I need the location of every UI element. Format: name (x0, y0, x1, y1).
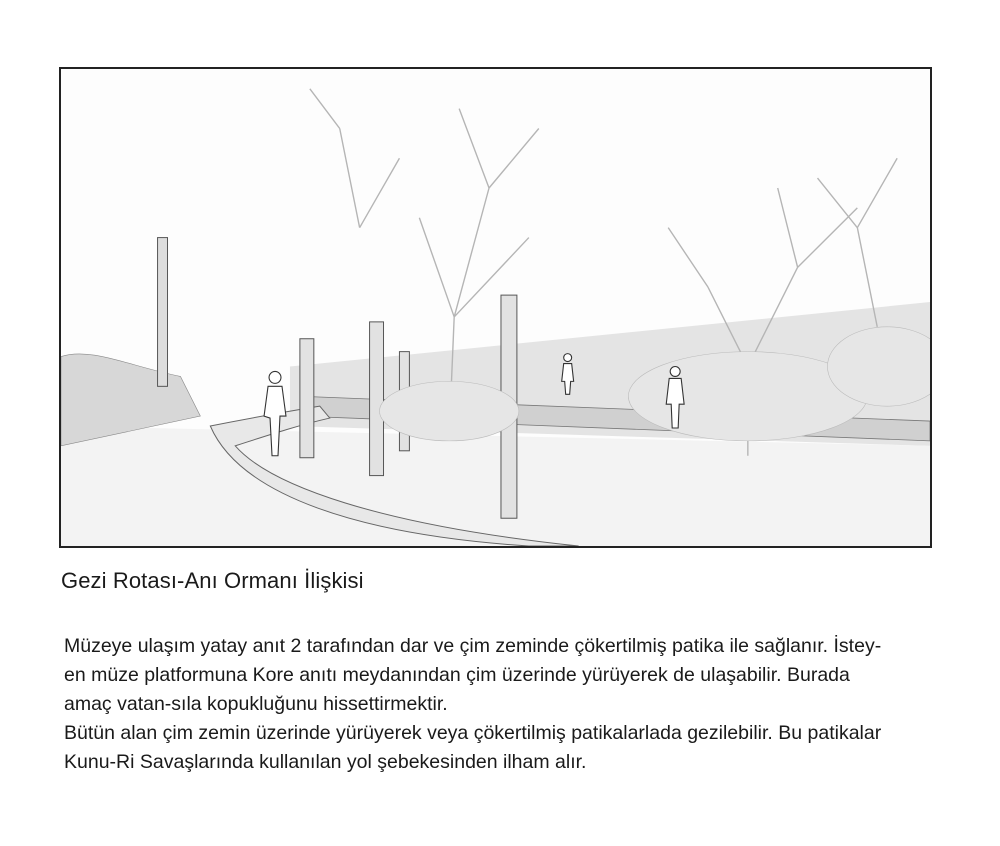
person-2-head (564, 354, 572, 362)
paragraph-line: Kunu-Ri Savaşlarında kullanılan yol şebekesinden ilham alır. (64, 751, 587, 773)
figure-caption: Gezi Rotası-Anı Ormanı İlişkisi (61, 568, 364, 593)
landscape-sketch-figure (59, 67, 932, 548)
tower-shape (158, 238, 168, 387)
monument-post-1 (300, 339, 314, 458)
monument-post-2 (370, 322, 384, 476)
paragraph-line: amaç vatan-sıla kopukluğunu hissettirmektir. (64, 693, 448, 715)
description-paragraph (64, 632, 944, 777)
person-1-head (269, 371, 281, 383)
ground-shape (61, 426, 930, 546)
person-3-head (670, 367, 680, 377)
paragraph-line: Bütün alan çim zemin üzerinde yürüyerek veya çökertilmiş patikalarlada gezilebilir. Bu patikalar (64, 722, 882, 744)
paragraph-line: Müzeye ulaşım yatay anıt 2 tarafından dar ve çim zeminde çökertilmiş patika ile sağlanır. İstey- (64, 635, 882, 657)
paragraph-line: en müze platformuna Kore anıtı meydanından çim üzerinde yürüyerek de ulaşabilir. Burada (64, 664, 850, 686)
landscape-sketch-icon (61, 69, 930, 546)
